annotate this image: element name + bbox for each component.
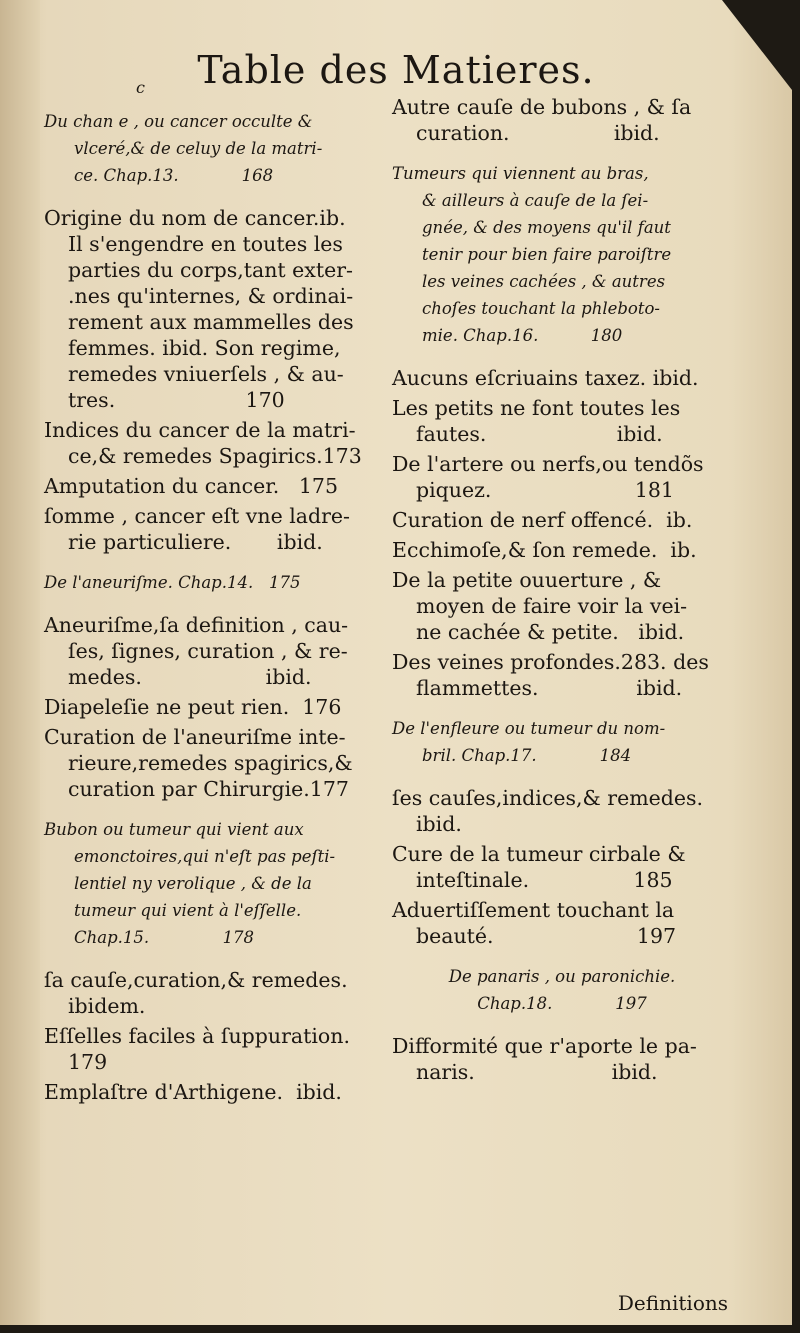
text-line: piquez. 181: [416, 478, 674, 502]
text-line: Les petits ne font toutes les: [392, 396, 681, 420]
text-line: flammettes. ibid.: [416, 676, 683, 700]
text-line: ſes cauſes,indices,& remedes.: [392, 786, 704, 810]
chapter-heading: [44, 108, 374, 189]
text-line: Tumeurs qui viennent au bras,: [392, 164, 649, 183]
text-line: Chap.18. 197: [477, 994, 647, 1013]
text-line: De la petite ouuerture , &: [392, 568, 662, 592]
text-line: De l'enfleure ou tumeur du nom-: [392, 719, 666, 738]
text-line: Des veines profondes.283. des: [392, 650, 709, 674]
left-column: [44, 94, 374, 1109]
text-line: bril. Chap.17. 184: [422, 746, 632, 765]
text-line: Emplaſtre d'Arthigene. ibid.: [44, 1080, 342, 1104]
index-entry: [44, 967, 374, 1019]
index-entry: [392, 365, 732, 391]
text-line: ſa cauſe,curation,& remedes.: [44, 968, 348, 992]
text-line: beauté. 197: [416, 924, 677, 948]
index-entry: [44, 205, 374, 413]
text-line: tenir pour bien faire paroiſtre: [422, 245, 672, 264]
text-line: Du chan e , ou cancer occulte &: [44, 112, 313, 131]
index-entry: [392, 649, 732, 701]
index-entry: [392, 841, 732, 893]
text-line: fautes. ibid.: [416, 422, 663, 446]
text-line: 179: [68, 1050, 108, 1074]
right-column: [392, 94, 732, 1089]
text-line: Autre cauſe de bubons , & ſa: [392, 95, 692, 119]
text-line: rement aux mammelles des: [68, 310, 354, 334]
text-line: Cure de la tumeur cirbale &: [392, 842, 686, 866]
text-line: Eſſelles faciles à ſuppuration.: [44, 1024, 350, 1048]
text-line: .nes qu'internes, & ordinai-: [68, 284, 354, 308]
index-entry: [392, 897, 732, 949]
text-line: moyen de faire voir la vei-: [416, 594, 688, 618]
text-line: Aduertiſſement touchant la: [392, 898, 675, 922]
index-entry: [44, 417, 374, 469]
text-line: De l'aneuriſme. Chap.14. 175: [44, 573, 301, 592]
text-line: De panaris , ou paronichie.: [448, 967, 676, 986]
index-entry: [44, 694, 374, 720]
text-line: ne cachée & petite. ibid.: [416, 620, 685, 644]
text-line: remedes vniuerſels , & au-: [68, 362, 344, 386]
text-line: Il s'engendre en toutes les: [68, 232, 343, 256]
text-line: Ecchimoſe,& ſon remede. ib.: [392, 538, 697, 562]
text-line: Bubon ou tumeur qui vient aux: [44, 820, 304, 839]
index-entry: [44, 724, 374, 802]
index-entry: [44, 612, 374, 690]
text-line: ce. Chap.13. 168: [74, 166, 274, 185]
text-line: ibid.: [416, 812, 462, 836]
text-line: rie particuliere. ibid.: [68, 530, 323, 554]
text-line: Amputation du cancer. 175: [44, 474, 338, 498]
index-entry: [44, 1079, 374, 1105]
text-line: femmes. ibid. Son regime,: [68, 336, 341, 360]
text-line: naris. ibid.: [416, 1060, 658, 1084]
text-line: ibidem.: [68, 994, 146, 1018]
text-line: Curation de l'aneuriſme inte-: [44, 725, 346, 749]
text-line: Origine du nom de cancer.ib.: [44, 206, 346, 230]
text-line: les veines cachées , & autres: [422, 272, 666, 291]
signature-mark: c: [136, 78, 145, 97]
text-line: Difformité que r'aporte le pa-: [392, 1034, 697, 1058]
chapter-heading: [392, 715, 732, 769]
text-line: De l'artere ou nerfs,ou tendõs: [392, 452, 704, 476]
text-line: tres. 170: [68, 388, 285, 412]
chapter-heading: [44, 569, 374, 596]
text-line: parties du corps,tant exter-: [68, 258, 353, 282]
text-line: curation. ibid.: [416, 121, 660, 145]
index-entry: [392, 94, 732, 146]
text-line: mie. Chap.16. 180: [422, 326, 623, 345]
text-line: & ailleurs à cauſe de la ſei-: [422, 191, 649, 210]
text-line: vlceré,& de celuy de la matri-: [74, 139, 323, 158]
text-line: Aucuns eſcriuains taxez. ibid.: [392, 366, 699, 390]
chapter-heading: [392, 160, 732, 349]
catchword: Definitions: [617, 1291, 728, 1315]
text-line: emonctoires,qui n'eſt pas peſti-: [74, 847, 336, 866]
index-entry: [44, 1023, 374, 1075]
index-entry: [392, 451, 732, 503]
text-line: ce,& remedes Spagirics.173: [68, 444, 362, 468]
chapter-heading: [44, 816, 374, 951]
text-line: medes. ibid.: [68, 665, 312, 689]
text-line: curation par Chirurgie.177: [68, 777, 349, 801]
text-line: Diapeleſie ne peut rien. 176: [44, 695, 342, 719]
index-entry: [392, 537, 732, 563]
text-line: ſes, ſignes, curation , & re-: [68, 639, 348, 663]
text-line: Chap.15. 178: [74, 928, 255, 947]
index-entry: [392, 395, 732, 447]
page-gutter: [0, 0, 40, 1325]
text-line: rieure,remedes spagirics,&: [68, 751, 353, 775]
chapter-heading: [392, 963, 732, 1017]
text-line: choſes touchant la phleboto-: [422, 299, 661, 318]
index-entry: [392, 507, 732, 533]
text-line: Indices du cancer de la matri-: [44, 418, 356, 442]
text-line: Aneuriſme,ſa definition , cau-: [44, 613, 349, 637]
text-line: lentiel ny verolique , & de la: [74, 874, 312, 893]
index-entry: [44, 503, 374, 555]
text-line: inteſtinale. 185: [416, 868, 673, 892]
text-line: ſomme , cancer eſt vne ladre-: [44, 504, 350, 528]
text-line: tumeur qui vient à l'eſſelle.: [74, 901, 302, 920]
index-entry: [392, 567, 732, 645]
page-header: Table des Matieres.: [197, 48, 595, 92]
index-entry: [44, 473, 374, 499]
index-entry: [392, 785, 732, 837]
text-line: Curation de nerf offencé. ib.: [392, 508, 693, 532]
index-entry: [392, 1033, 732, 1085]
text-line: gnée, & des moyens qu'il faut: [422, 218, 671, 237]
